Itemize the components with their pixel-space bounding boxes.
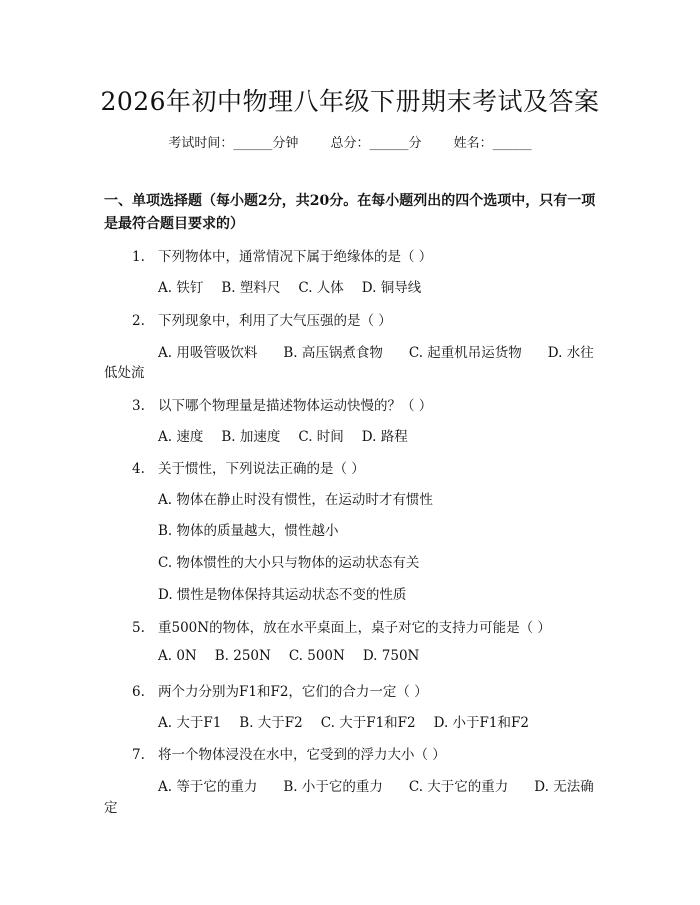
option-b: B. 加速度 bbox=[221, 429, 281, 445]
question-7 bbox=[132, 743, 446, 763]
option-b: B. 小于它的重力 bbox=[283, 779, 383, 795]
option-a: A. 铁钉 bbox=[158, 280, 204, 296]
page-title: 2026年初中物理八年级下册期末考试及答案 bbox=[100, 87, 600, 116]
option-d: D. 750N bbox=[362, 648, 420, 664]
question-number: 6. bbox=[132, 684, 145, 700]
question-number: 1. bbox=[132, 249, 145, 265]
option-c: C. 人体 bbox=[298, 280, 344, 296]
options-5 bbox=[158, 648, 437, 664]
option-wrap-7: 定 bbox=[104, 800, 118, 816]
option-d: D. 小于F1和F2 bbox=[433, 715, 529, 731]
option-a: A. 物体在静止时没有惯性，在运动时才有惯性 bbox=[158, 492, 433, 508]
question-text: 下列物体中，通常情况下属于绝缘体的是（ ） bbox=[158, 249, 433, 265]
section-heading: 一、单项选择题（每小题2分，共20分。在每小题列出的四个选项中，只有一项是最符合题目要求的） bbox=[104, 193, 596, 232]
question-text: 两个力分别为F1和F2，它们的合力一定（ ） bbox=[158, 684, 428, 700]
options-6 bbox=[158, 711, 547, 731]
option-c: C. 起重机吊运货物 bbox=[408, 345, 522, 361]
option-c: C. 时间 bbox=[298, 429, 344, 445]
question-5 bbox=[132, 616, 551, 636]
exam-name: 姓名：______ bbox=[453, 136, 532, 151]
option-b: B. 大于F2 bbox=[239, 715, 303, 731]
question-text: 下列现象中，利用了大气压强的是（ ） bbox=[158, 313, 392, 329]
exam-score: 总分：______分 bbox=[330, 136, 422, 151]
option-d: D. 路程 bbox=[361, 429, 408, 445]
question-2 bbox=[132, 309, 392, 329]
option-a: A. 0N bbox=[158, 648, 197, 664]
option-b: B. 塑料尺 bbox=[221, 280, 281, 296]
question-text: 重500N的物体，放在水平桌面上，桌子对它的支持力可能是（ ） bbox=[158, 620, 551, 636]
exam-time: 考试时间：______分钟 bbox=[168, 136, 299, 151]
question-4 bbox=[132, 457, 365, 477]
options-2 bbox=[158, 341, 594, 361]
option-d: D. 惯性是物体保持其运动状态不变的性质 bbox=[158, 587, 407, 603]
question-3 bbox=[132, 394, 432, 414]
option-wrap-2: 低处流 bbox=[104, 365, 145, 381]
question-text: 关于惯性，下列说法正确的是（ ） bbox=[158, 461, 365, 477]
option-c: C. 物体惯性的大小只与物体的运动状态有关 bbox=[158, 555, 420, 571]
option-a: A. 大于F1 bbox=[158, 715, 222, 731]
option-d: D. 水往 bbox=[547, 345, 594, 361]
option-c: C. 500N bbox=[288, 648, 345, 664]
options-7 bbox=[158, 775, 594, 795]
option-b: B. 物体的质量越大，惯性越小 bbox=[158, 523, 339, 539]
question-1 bbox=[132, 245, 432, 265]
option-b: B. 250N bbox=[214, 648, 271, 664]
option-d: D. 无法确 bbox=[534, 779, 594, 795]
option-a: A. 速度 bbox=[158, 429, 204, 445]
option-a: A. 等于它的重力 bbox=[158, 779, 258, 795]
question-number: 7. bbox=[132, 747, 145, 763]
options-3 bbox=[158, 425, 426, 445]
option-a: A. 用吸管吸饮料 bbox=[158, 345, 258, 361]
option-c: C. 大于F1和F2 bbox=[320, 715, 416, 731]
option-d: D. 铜导线 bbox=[361, 280, 422, 296]
question-number: 2. bbox=[132, 313, 145, 329]
question-number: 3. bbox=[132, 398, 145, 414]
question-6 bbox=[132, 680, 428, 700]
options-1 bbox=[158, 276, 439, 296]
question-number: 4. bbox=[132, 461, 145, 477]
option-c: C. 大于它的重力 bbox=[408, 779, 509, 795]
question-text: 将一个物体浸没在水中，它受到的浮力大小（ ） bbox=[158, 747, 446, 763]
question-number: 5. bbox=[132, 620, 145, 636]
option-b: B. 高压锅煮食物 bbox=[283, 345, 383, 361]
question-text: 以下哪个物理量是描述物体运动快慢的？（ ） bbox=[158, 398, 433, 414]
exam-info bbox=[0, 132, 700, 151]
